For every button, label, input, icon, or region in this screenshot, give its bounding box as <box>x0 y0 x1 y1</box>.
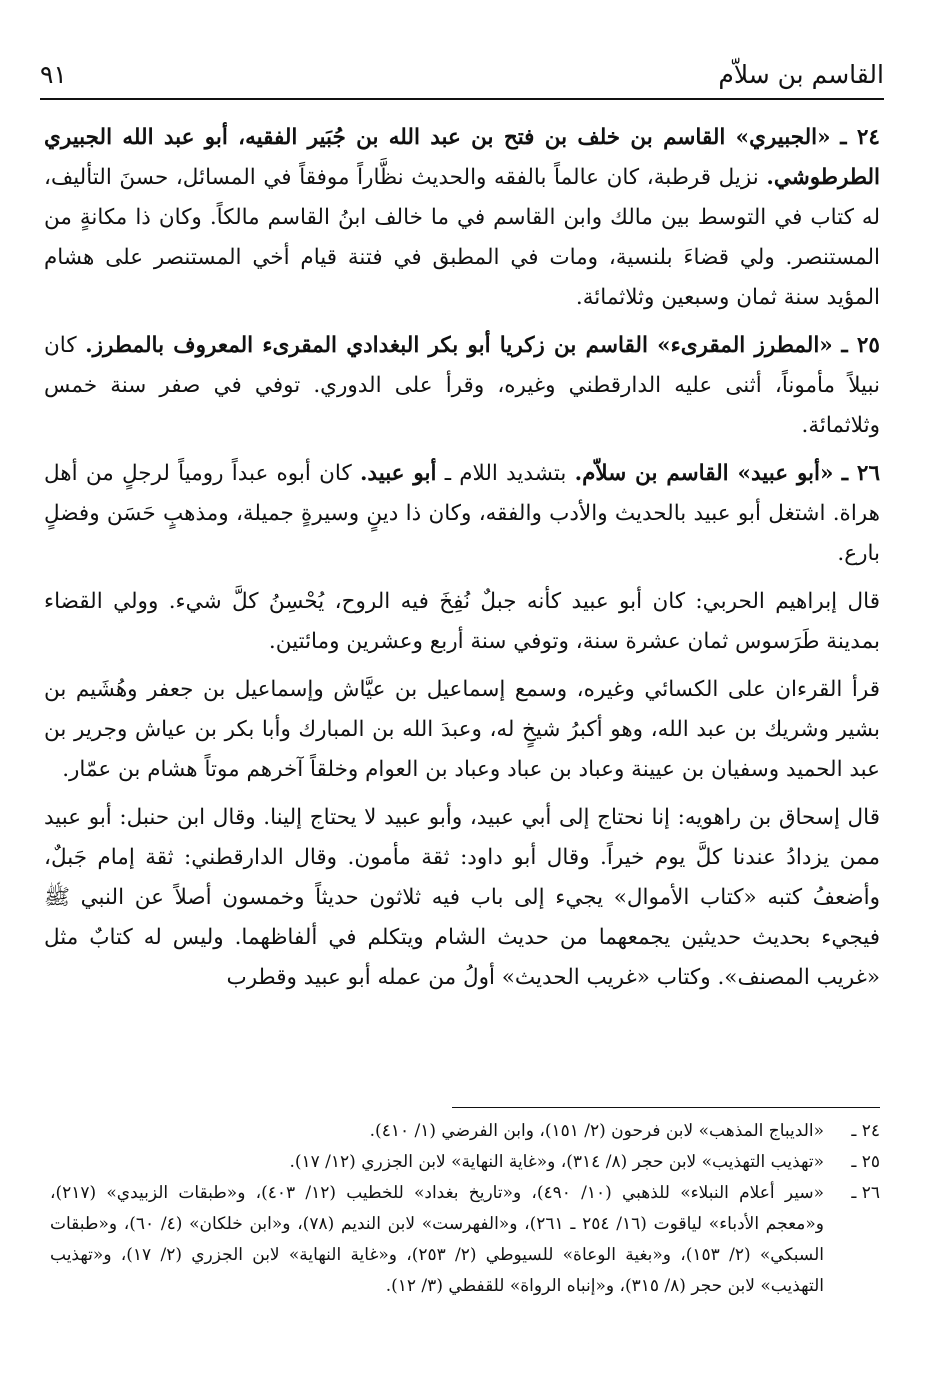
entry-text: كان أبوه عبداً رومياً لرجلٍ من أهل هراة. اشتغل أبو عبيد بالحديث والأدب والفقه، وكان ذا دينٍ وسيرةٍ جميلة، ومذهبٍ حَسَن وفضلٍ بارع. <box>44 461 880 566</box>
footnotes <box>50 1116 880 1302</box>
footnote-24 <box>50 1116 880 1147</box>
footnote-number: ٢٤ ـ <box>851 1121 880 1141</box>
paragraph-harbi: قال إبراهيم الحربي: كان أبو عبيد كأنه جبلٌ نُفِخَ فيه الروح، يُحْسِنُ كلَّ شيء. وولي القضاء بمدينة طَرَسوس ثمان عشرة سنة، وتوفي سنة أربع وعشرين ومائتين. <box>44 589 880 654</box>
entry-heading: «الجبيري» القاسم بن خلف بن فتح بن عبد الله بن جُبَير الفقيه، أبو عبد الله الجبيري الطرطوشي. <box>44 125 880 190</box>
running-title: القاسم بن سلاّم <box>718 60 884 89</box>
entry-kunya: أبو عبيد. <box>359 461 437 486</box>
entry-text: نزيل قرطبة، كان عالماً بالفقه والحديث نظَّاراً موفقاً في المسائل، حسنَ التأليف، له كتاب في التوسط بين مالك وابن القاسم في ما خالف ابنُ القاسم مالكاً. وكان ذا مكانةٍ من المستنصر. ولي قضاءَ بلنسية، ومات في المطبق في فتنة قيام أخي المستنصر على هشام المؤيد سنة ثمان وسبعين وثلاثمائة. <box>44 165 880 310</box>
paragraph-ishaq: قال إسحاق بن راهويه: إنا نحتاج إلى أبي عبيد، وأبو عبيد لا يحتاج إلينا. وقال ابن حنبل: أبو عبيد ممن يزدادُ عندنا كلَّ يوم خيراً. وقال أبو داود: ثقة مأمون. وقال الدارقطني: ثقة إمام جَبلٌ، وأضعفُ كتبه «كتاب الأموال» يجيء إلى باب فيه ثلاثون حديثاً وخمسون أصلاً عن النبي ﷺ فيجيء بحديث حديثين يجمعهما من حديث الشام ويتكلم في ألفاظهما. وليس له كتابٌ مثل «غريب المصنف». وكتاب «غريب الحديث» أولُ من عمله أبو عبيد وقطرب <box>44 805 880 990</box>
entry-text: كان نبيلاً مأموناً، أثنى عليه الدارقطني وغيره، وقرأ على الدوري. توفي في صفر سنة خمس وثلاثمائة. <box>44 333 880 438</box>
footnote-text: «تهذيب التهذيب» لابن حجر (٨/ ٣١٤)، و«غاية النهاية» لابن الجزري (١٢/ ١٧). <box>289 1152 824 1172</box>
footnote-text: «سير أعلام النبلاء» للذهبي (١٠/ ٤٩٠)، و«تاريخ بغداد» للخطيب (١٢/ ٤٠٣)، و«طبقات الزبيدي» (٢١٧)، و«معجم الأدباء» لياقوت (١٦/ ٢٥٤ ـ ٢٦١)، و«الفهرست» لابن النديم (٧٨)، و«ابن خلكان» (٤/ ٦٠)، و«طبقات السبكي» (٢/ ١٥٣)، و«بغية الوعاة» للسيوطي (٢/ ٢٥٣)، و«غاية النهاية» لابن الجزري (٢/ ١٧)، و«تهذيب التهذيب» لابن حجر (٨/ ٣١٥)، و«إنباه الرواة» للقفطي (٣/ ١٢). <box>50 1183 825 1296</box>
footnote-number: ٢٥ ـ <box>851 1152 880 1172</box>
entry-26 <box>44 454 880 574</box>
entry-25 <box>44 326 880 446</box>
entry-number: ٢٦ ـ <box>841 461 881 486</box>
entry-number: ٢٥ ـ <box>841 333 880 358</box>
footnote-separator <box>452 1107 880 1108</box>
footnote-number: ٢٦ ـ <box>851 1183 880 1203</box>
entry-heading: «المطرز المقرىء» القاسم بن زكريا أبو بكر البغدادي المقرىء المعروف بالمطرز. <box>85 333 833 358</box>
page-number: ٩١ <box>40 60 67 89</box>
entry-24 <box>44 118 880 318</box>
footnote-26 <box>50 1178 880 1302</box>
paragraph-qiraa: قرأ القرءان على الكسائي وغيره، وسمع إسماعيل بن عيَّاش وإسماعيل بن جعفر وهُشَيم بن بشير وشريك بن عبد الله، وهو أكبرُ شيخٍ له، وعبدَ الله بن المبارك وأبا بكر بن عياش وجرير بن عبد الحميد وسفيان بن عيينة وعباد بن عباد وعباد بن العوام وخلقاً آخرهم موتاً هشام بن عمّار. <box>44 677 880 782</box>
footnote-25 <box>50 1147 880 1178</box>
main-text <box>44 118 880 1006</box>
entry-number: ٢٤ ـ <box>840 125 880 150</box>
entry-heading: «أبو عبيد» القاسم بن سلاّم. <box>574 461 834 486</box>
entry-text: بتشديد اللام ـ <box>436 461 575 486</box>
footnote-text: «الديباج المذهب» لابن فرحون (٢/ ١٥١)، وابن الفرضي (١/ ٤١٠). <box>369 1121 824 1141</box>
page-header <box>40 54 884 100</box>
